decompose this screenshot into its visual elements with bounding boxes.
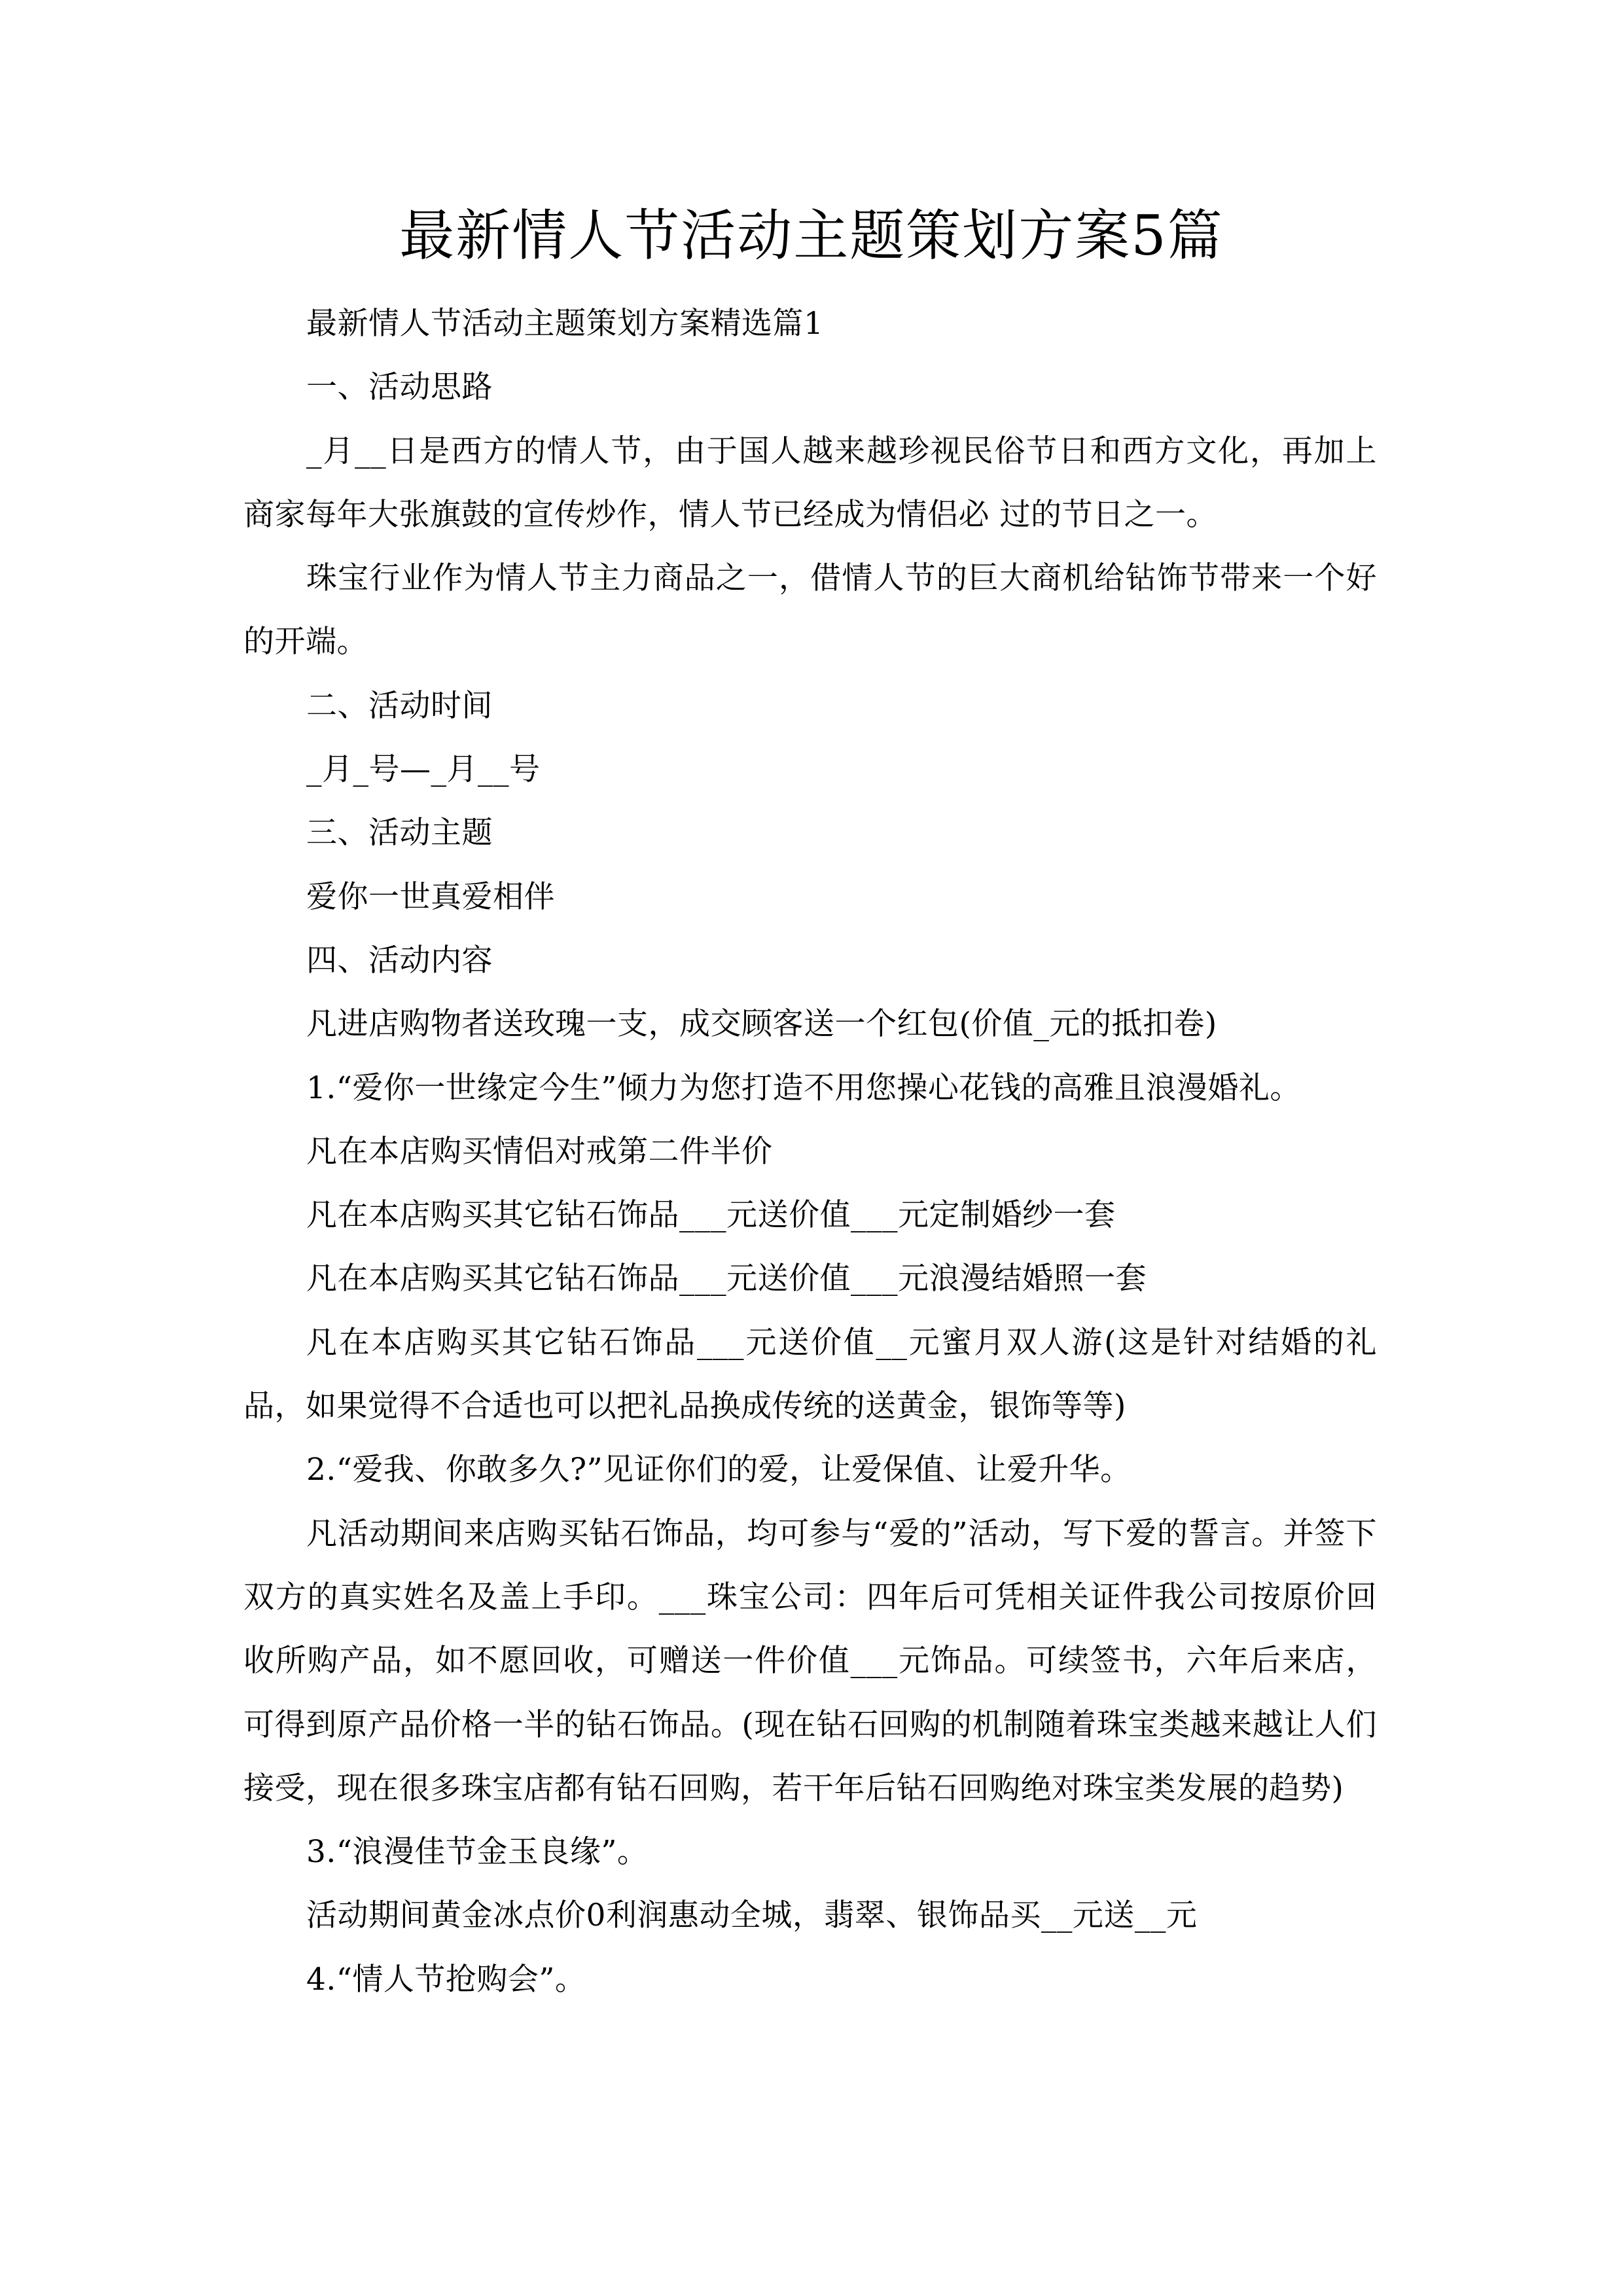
paragraph-jewelry-industry: 珠宝行业作为情人节主力商品之一，借情人节的巨大商机给钻饰节带来一个好的开端。 [243,560,1377,660]
paragraph-theme: 爱你一世真爱相伴 [306,878,555,915]
paragraph-wedding-dress: 凡在本店购买其它钻石饰品___元送价值___元定制婚纱一套 [306,1197,1116,1234]
document-title: 最新情人节活动主题策划方案5篇 [399,204,1224,268]
heading-activity-theme: 三、活动主题 [306,815,493,852]
paragraph-rose-gift: 凡进店购物者送玫瑰一支，成交顾客送一个红包(价值_元的抵扣卷) [306,1006,1217,1043]
paragraph-background: _月__日是西方的情人节，由于国人越来越珍视民俗节日和西方文化，再加上商家每年大张旗鼓的宣传炒作，情人节已经成为情侣必 过的节日之一。 [243,433,1377,533]
heading-activity-time: 二、活动时间 [306,687,493,724]
paragraph-honeymoon: 凡在本店购买其它钻石饰品___元送价值__元蜜月双人游(这是针对结婚的礼品，如果觉得不合适也可以把礼品换成传统的送黄金，银饰等等) [243,1324,1377,1425]
section-subtitle: 最新情人节活动主题策划方案精选篇1 [306,306,824,342]
paragraph-couple-rings: 凡在本店购买情侣对戒第二件半价 [306,1133,773,1170]
list-item-1: 1.“爱你一世缘定今生”倾力为您打造不用您操心花钱的高雅且浪漫婚礼。 [306,1069,1301,1106]
paragraph-date-range: _月_号—_月__号 [306,751,541,788]
paragraph-gold-price: 活动期间黄金冰点价0利润惠动全城，翡翠、银饰品买__元送__元 [306,1897,1198,1934]
list-item-2: 2.“爱我、你敢多久?”见证你们的爱，让爱保值、让爱升华。 [306,1452,1132,1488]
list-item-4: 4.“情人节抢购会”。 [306,1961,586,1998]
heading-activity-idea: 一、活动思路 [306,369,493,406]
list-item-3: 3.“浪漫佳节金玉良缘”。 [306,1834,649,1871]
document-body [243,292,1377,2011]
paragraph-love-vow: 凡活动期间来店购买钻石饰品，均可参与“爱的”活动，写下爱的誓言。并签下双方的真实姓名及盖上手印。___珠宝公司：四年后可凭相关证件我公司按原价回收所购产品，如不愿回收，可赠送一件价值___元饰品。可续签书，六年后来店，可得到原产品价格一半的钻石饰品。(现在钻石回购的机制随着珠宝类越来越让人们接受，现在很多珠宝店都有钻石回购，若干年后钻石回购绝对珠宝类发展的趋势) [243,1515,1377,1806]
heading-activity-content: 四、活动内容 [306,942,493,978]
paragraph-wedding-photo: 凡在本店购买其它钻石饰品___元送价值___元浪漫结婚照一套 [306,1261,1147,1297]
